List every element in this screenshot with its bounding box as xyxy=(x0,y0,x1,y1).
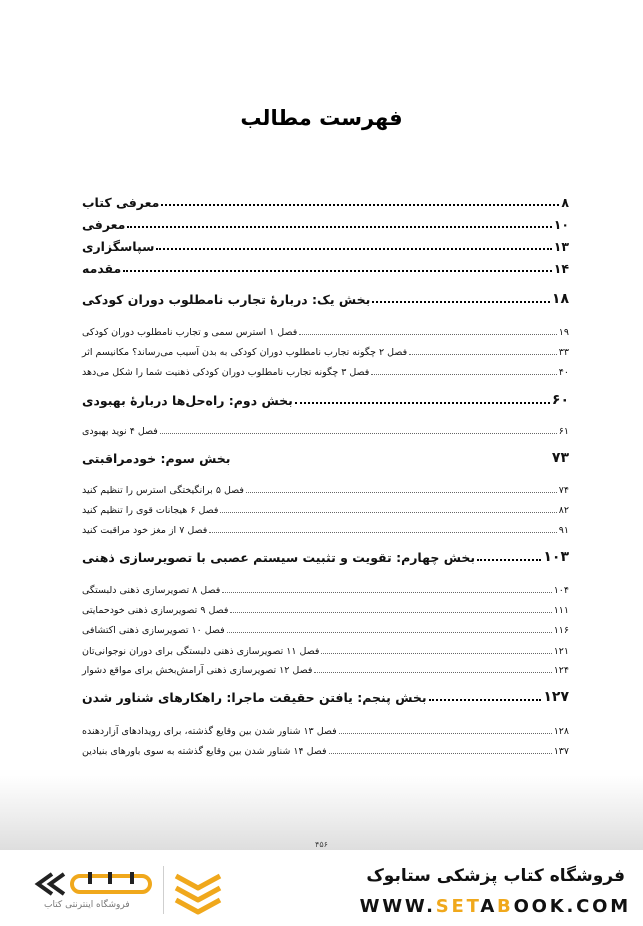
toc-entry-label: معرفی کتاب xyxy=(82,195,160,210)
toc-leader-dots xyxy=(209,532,556,533)
toc-entry-label: فصل ۱۳ شناور شدن بین وقایع گذشته، برای رویدادهای آزاردهنده xyxy=(82,726,337,737)
toc-entry-label: بخش دوم: راه‌حل‌ها دربارهٔ بهبودی xyxy=(82,393,293,408)
watermark-footer xyxy=(0,854,643,926)
toc-chapter xyxy=(80,598,569,616)
toc-entry-label: فصل ۳ چگونه تجارب نامطلوب دوران کودکی ذهنیت شما را شکل می‌دهد xyxy=(82,367,370,378)
toc-chapter xyxy=(80,360,569,378)
toc-entry-page: ۶۰ xyxy=(551,392,569,408)
toc-leader-dots xyxy=(477,559,541,561)
logo-divider xyxy=(163,866,164,914)
toc-chapter xyxy=(80,518,569,536)
toc-leader-dots xyxy=(372,301,550,303)
toc-entry-label: فصل ۱۰ تصویرسازی ذهنی اکتشافی xyxy=(82,625,225,636)
toc-leader-dots xyxy=(161,204,559,206)
toc-entry-page: ۱۴ xyxy=(553,261,569,276)
toc-leader-dots xyxy=(227,632,552,633)
toc-entry-label: مقدمه xyxy=(82,261,122,276)
toc-entry-label: فصل ۲ چگونه تجارب نامطلوب دوران کودکی به بدن آسیب می‌رساند؟ مکانیسم اثر xyxy=(82,347,408,358)
toc-leader-dots xyxy=(156,248,551,250)
toc-leader-dots xyxy=(299,334,557,335)
book-logo-icon xyxy=(172,868,224,916)
toc-entry-label: فصل ۱۱ تصویرسازی ذهنی دلبستگی برای دوران نوجوانی‌تان xyxy=(82,646,320,657)
toc-entry-page: ۷۳ xyxy=(551,450,569,466)
shop-name: فروشگاه کتاب پزشکی ستابوک xyxy=(366,866,625,886)
toc-entry-label: فصل ۷ از مغز خود مراقبت کنید xyxy=(82,525,208,536)
toc-entry-page: ۱۲۷ xyxy=(543,689,569,705)
toc-leader-dots xyxy=(220,512,556,513)
toc-leader-dots xyxy=(160,433,557,434)
toc-entry-label: فصل ۱۴ شناور شدن بین وقایع گذشته به سوی باورهای بنیادین xyxy=(82,746,327,757)
toc-chapter xyxy=(80,320,569,338)
toc-entry-label: بخش پنجم: یافتن حقیقت ماجرا: راهکارهای شناور شدن xyxy=(82,690,427,705)
toc-entry-label: فصل ۴ نوید بهبودی xyxy=(82,426,158,437)
shop-url[interactable]: WWW.SETABOOK.COM xyxy=(359,896,631,917)
toc-entry-page: ۱۳۷ xyxy=(553,746,569,757)
toc-leader-dots xyxy=(429,699,542,701)
toc-part-heading xyxy=(80,289,569,307)
toc-entry-label: فصل ۱ استرس سمی و تجارب نامطلوب دوران کودکی xyxy=(82,327,298,338)
setabook-logo-icon xyxy=(34,868,154,900)
page-title: فهرست مطالب xyxy=(240,106,403,130)
toc-leader-dots xyxy=(246,492,557,493)
toc-entry-label: معرفی xyxy=(82,217,126,232)
toc-leader-dots xyxy=(222,592,551,593)
toc-entry-label: فصل ۱۲ تصویرسازی ذهنی آرامش‌بخش برای مواقع دشوار xyxy=(82,665,313,676)
toc-entry xyxy=(80,192,569,210)
toc-entry-page: ۱۲۸ xyxy=(553,726,569,737)
toc-part-heading xyxy=(80,547,569,565)
toc-chapter xyxy=(80,578,569,596)
toc-chapter xyxy=(80,419,569,437)
toc-entry-page: ۳۳ xyxy=(558,347,569,358)
toc-chapter xyxy=(80,498,569,516)
toc-chapter xyxy=(80,658,569,676)
toc-chapter xyxy=(80,639,569,657)
toc-entry-page: ۱۸ xyxy=(551,291,569,307)
toc-chapter xyxy=(80,478,569,496)
toc-entry-label: بخش چهارم: تقویت و تثبیت سیستم عصبی با تصویرسازی ذهنی xyxy=(82,550,476,565)
toc-entry-label: سپاسگزاری xyxy=(82,239,155,254)
toc-entry-page: ۱۲۴ xyxy=(553,665,569,676)
toc-entry-page: ۸۲ xyxy=(558,505,569,516)
toc-part-heading xyxy=(80,687,569,705)
page-number: ۴۵۶ xyxy=(315,840,328,849)
toc-entry-page: ۱۱۶ xyxy=(553,625,569,636)
toc-chapter xyxy=(80,618,569,636)
toc-leader-dots xyxy=(127,226,551,228)
toc-entry-label: فصل ۶ هیجانات قوی را تنظیم کنید xyxy=(82,505,219,516)
toc-leader-dots xyxy=(409,354,557,355)
toc-entry xyxy=(80,236,569,254)
toc-entry-page: ۷۴ xyxy=(558,485,569,496)
toc-entry xyxy=(80,258,569,276)
toc-leader-dots xyxy=(232,460,549,462)
toc-chapter xyxy=(80,340,569,358)
toc-entry-page: ۱۱۱ xyxy=(553,605,569,616)
toc-chapter xyxy=(80,719,569,737)
toc-leader-dots xyxy=(230,612,551,613)
toc-chapter xyxy=(80,739,569,757)
toc-leader-dots xyxy=(329,753,552,754)
toc-entry-page: ۱۰۳ xyxy=(543,549,569,565)
toc-entry-page: ۹۱ xyxy=(558,525,569,536)
logo-tagline: فروشگاه اینترنتی کتاب xyxy=(44,900,130,910)
toc-entry-page: ۴۰ xyxy=(558,367,569,378)
toc-entry-label: فصل ۸ تصویرسازی ذهنی دلبستگی xyxy=(82,585,221,596)
toc-entry-page: ۱۲۱ xyxy=(553,646,569,657)
toc-part-heading xyxy=(80,448,569,466)
toc-part-heading xyxy=(80,390,569,408)
toc-leader-dots xyxy=(371,374,556,375)
toc-entry-label: بخش یک: دربارهٔ تجارب نامطلوب دوران کودکی xyxy=(82,292,371,307)
toc-entry-page: ۸ xyxy=(561,195,569,210)
toc-leader-dots xyxy=(321,653,551,654)
toc-entry-page: ۶۱ xyxy=(558,426,569,437)
toc-entry-label: بخش سوم: خودمراقبتی xyxy=(82,451,231,466)
toc-entry xyxy=(80,214,569,232)
toc-entry-page: ۱۰۴ xyxy=(553,585,569,596)
toc-leader-dots xyxy=(339,733,552,734)
toc-entry-page: ۱۳ xyxy=(553,239,569,254)
toc-entry-label: فصل ۵ برانگیختگی استرس را تنظیم کنید xyxy=(82,485,244,496)
toc-entry-page: ۱۹ xyxy=(558,327,569,338)
toc-leader-dots xyxy=(123,270,551,272)
toc-entry-page: ۱۰ xyxy=(553,217,569,232)
toc-entry-label: فصل ۹ تصویرسازی ذهنی خودحمایتی xyxy=(82,605,229,616)
toc-leader-dots xyxy=(314,672,551,673)
toc-leader-dots xyxy=(295,402,550,404)
